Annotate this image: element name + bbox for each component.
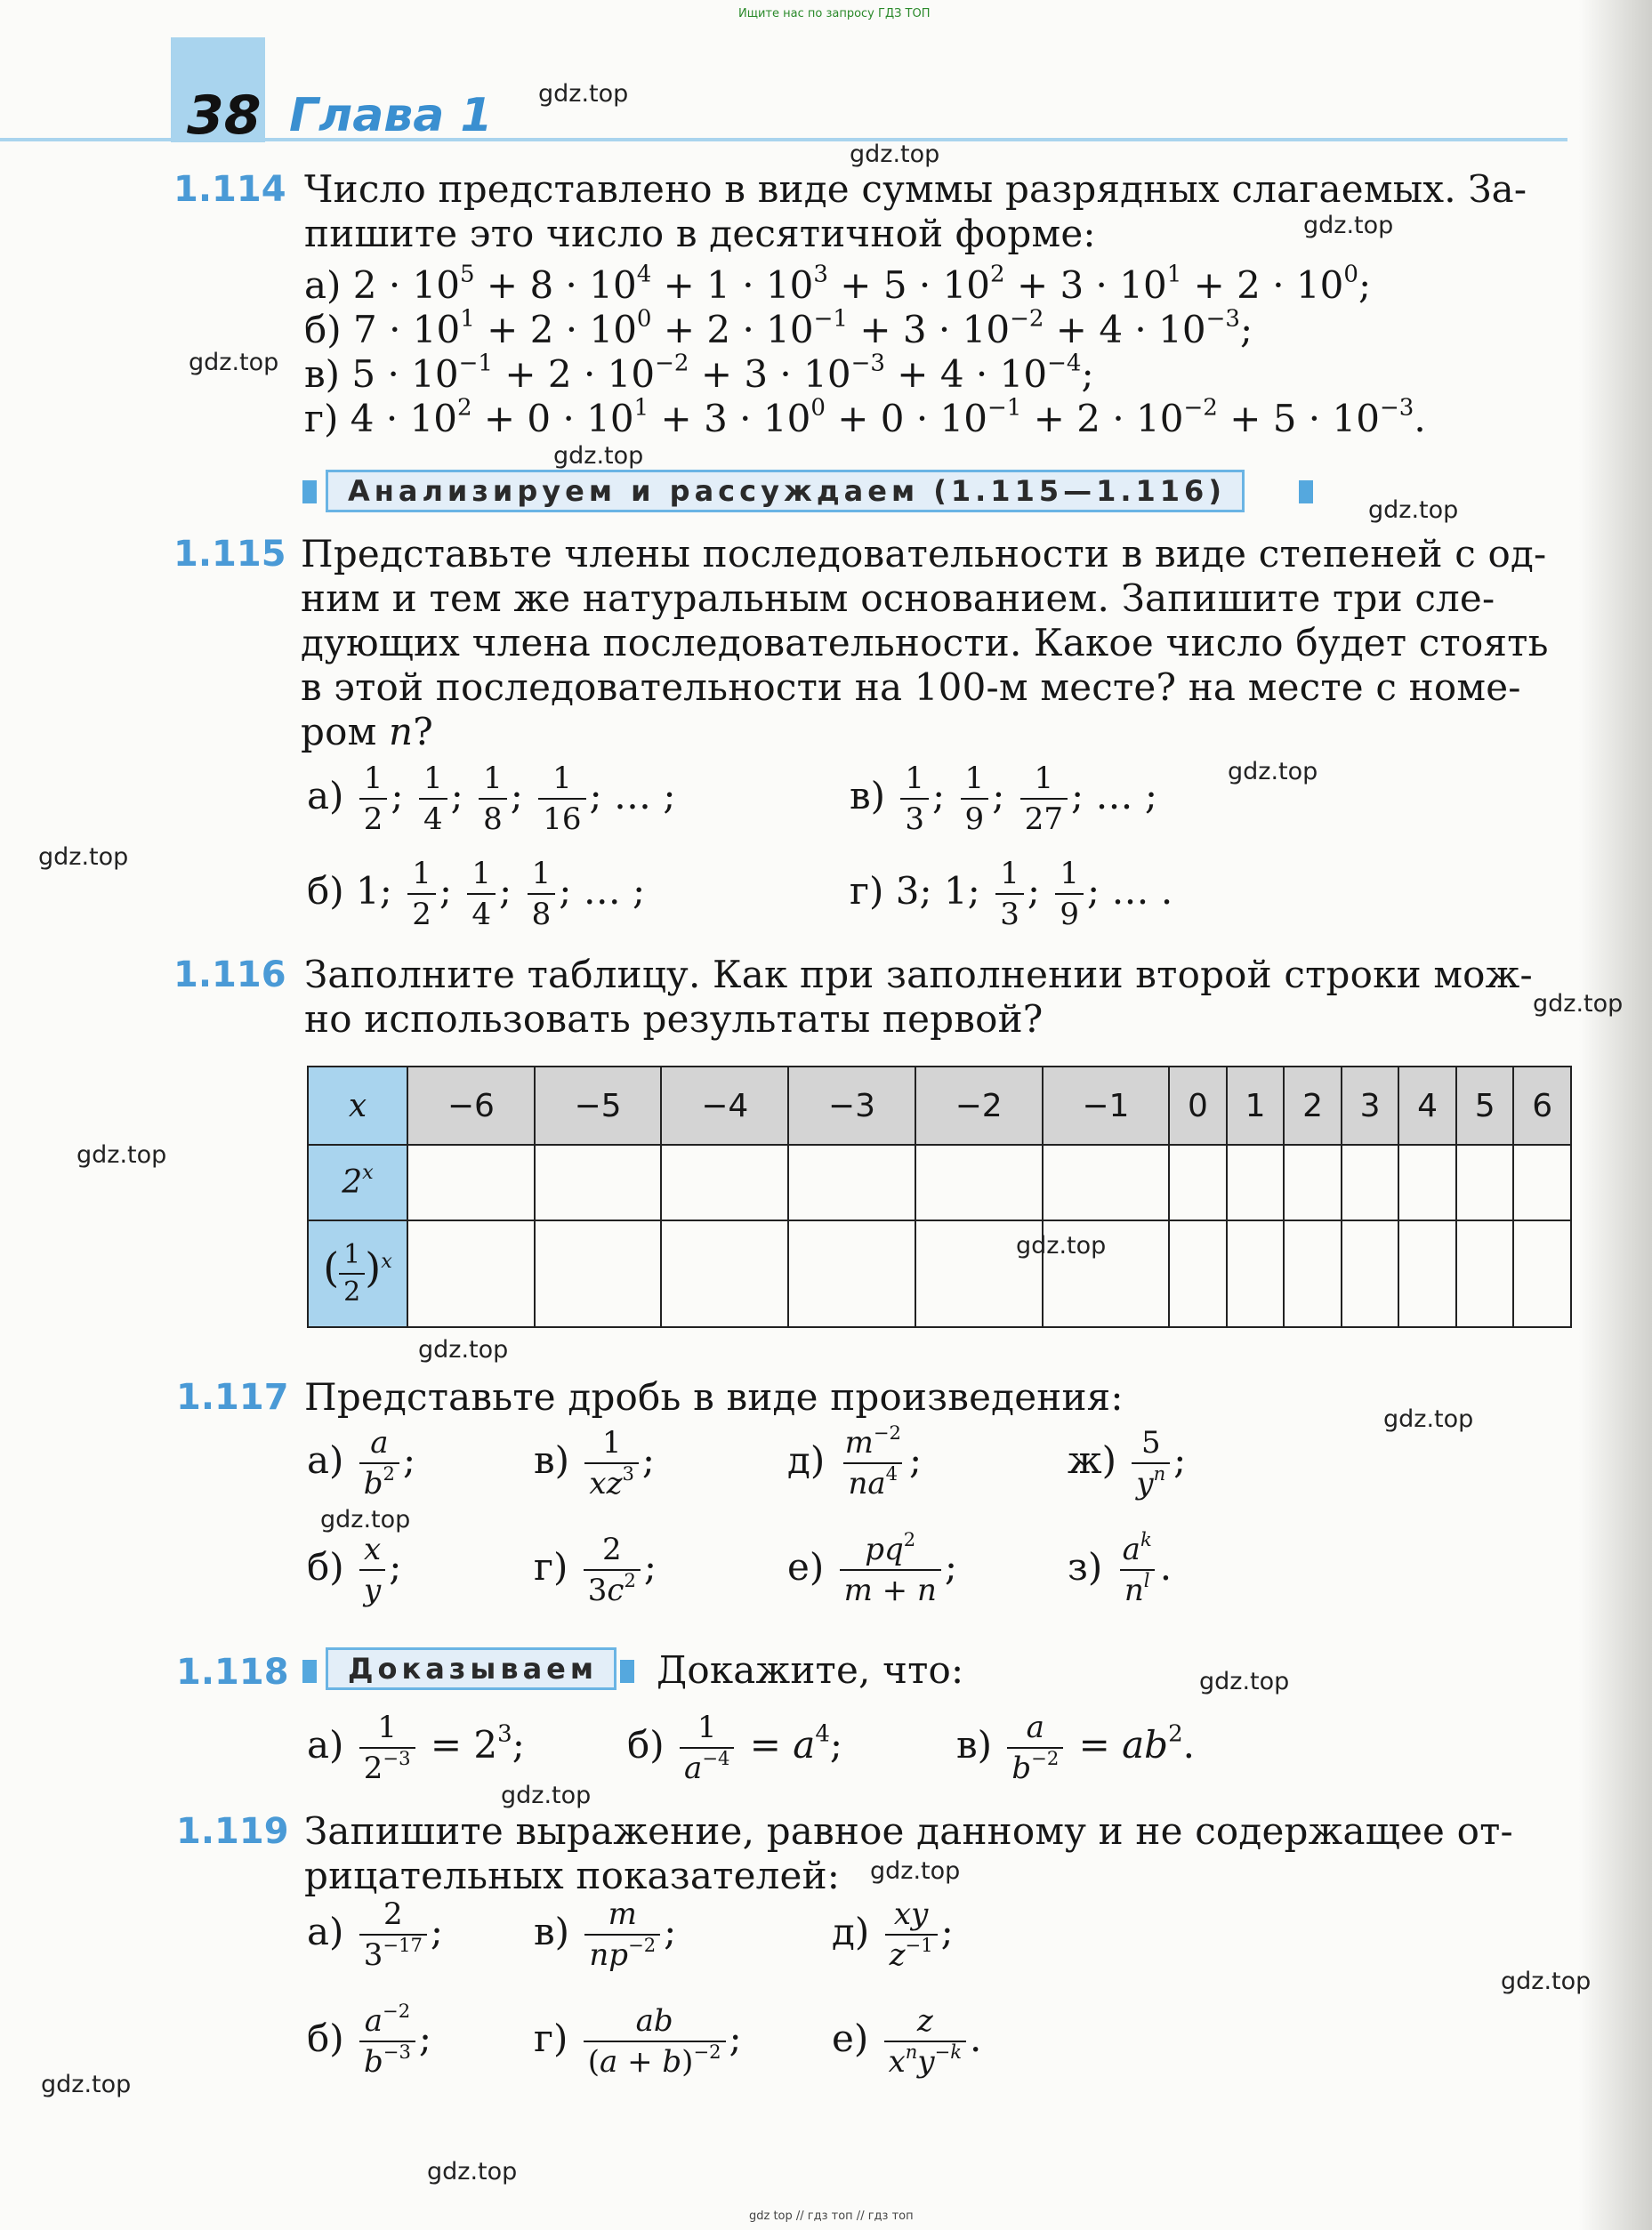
bottom-watermark: gdz top // гдз топ // гдз топ — [749, 2210, 914, 2223]
table-header-cell: 6 — [1513, 1067, 1571, 1145]
table-cell[interactable] — [915, 1145, 1043, 1220]
watermark-text: gdz.top — [1533, 990, 1624, 1018]
watermark-text: gdz.top — [41, 2071, 132, 2098]
problem-number-119: 1.119 — [176, 1811, 289, 1852]
table-header-cell: −4 — [661, 1067, 788, 1145]
watermark-text: gdz.top — [1368, 496, 1459, 524]
watermark-text: gdz.top — [77, 1141, 167, 1169]
page-number: 38 — [187, 85, 262, 147]
problem-119-item-e: е) $\frac{z}{x^ny^{-k}}$ . — [832, 2003, 982, 2080]
table-row-2x — [308, 1145, 1571, 1220]
problem-number-115: 1.115 — [173, 534, 286, 575]
table-cell[interactable] — [1456, 1145, 1514, 1220]
section-marker-left — [302, 480, 317, 503]
table-cell[interactable] — [1456, 1220, 1514, 1327]
problem-115-item-g: г) 3; 1; $\frac{1}{3}$ ; $\frac{1}{9}$ ; … . — [850, 856, 1173, 932]
problem-117-text: Представьте дробь в виде произведения: — [304, 1375, 1124, 1419]
problem-117-item-b: б) $\frac{x}{y}$ ; — [307, 1532, 402, 1608]
table-cell[interactable] — [1284, 1220, 1342, 1327]
table-cell[interactable] — [407, 1145, 535, 1220]
table-cell[interactable] — [1169, 1145, 1227, 1220]
table-row-half-x — [308, 1220, 1571, 1327]
table-cell[interactable] — [1284, 1145, 1342, 1220]
fill-in-table — [307, 1066, 1572, 1328]
problem-115-item-b: б) 1; $\frac{1}{2}$ ; $\frac{1}{4}$ ; $\frac{1}{8}$ ; … ; — [307, 856, 646, 932]
watermark-text: gdz.top — [553, 442, 644, 470]
table-header-cell: 0 — [1169, 1067, 1227, 1145]
problem-118-item-a: а) $\frac{1}{2^{-3}}$ = $2^3$; — [307, 1710, 525, 1786]
problem-114-item-g: г) $4 \cdot 10^2 + 0 \cdot 10^1 + 3 \cdot 10^0 + 0 \cdot 10^{-1} + 2 \cdot 10^{-2} + 5 \cdot 10^{-3}$. — [304, 394, 1426, 440]
section-analyze-label: Анализируем и рассуждаем (1.115—1.116) — [326, 470, 1245, 512]
row-label-x: x — [308, 1067, 407, 1145]
page-edge-shadow — [1579, 0, 1652, 2230]
watermark-text: gdz.top — [1383, 1405, 1474, 1433]
table-cell[interactable] — [1398, 1145, 1456, 1220]
watermark-text: gdz.top — [1199, 1668, 1290, 1695]
table-header-cell: 5 — [1456, 1067, 1514, 1145]
problem-117-item-z: з) $\frac{a^k}{n^l}$ . — [1068, 1527, 1173, 1608]
watermark-text: gdz.top — [38, 843, 129, 871]
table-cell[interactable] — [661, 1145, 788, 1220]
problem-114-item-v: в) $5 \cdot 10^{-1} + 2 \cdot 10^{-2} + 3 \cdot 10^{-3} + 4 \cdot 10^{-4}$; — [304, 350, 1094, 396]
table-cell[interactable] — [1342, 1145, 1399, 1220]
row-label-half-x: ( $\frac{1}{2}$ )$^x$ — [308, 1220, 407, 1327]
watermark-text: gdz.top — [1228, 758, 1318, 785]
problem-119-text-line1: Запишите выражение, равное данному и не содержащее от- — [304, 1809, 1513, 1853]
table-cell[interactable] — [1398, 1220, 1456, 1327]
watermark-text: gdz.top — [1501, 1968, 1592, 1995]
table-cell[interactable] — [788, 1145, 915, 1220]
problem-119-text-line2: рицательных показателей: — [304, 1854, 841, 1897]
table-cell[interactable] — [1513, 1145, 1571, 1220]
problem-119-item-d: д) $\frac{xy}{z^{-1}}$ ; — [832, 1896, 954, 1973]
chapter-title: Глава 1 — [289, 89, 493, 142]
watermark-text: gdz.top — [1303, 212, 1394, 239]
table-header-cell: 1 — [1227, 1067, 1285, 1145]
problem-119-item-a: а) $\frac{2}{3^{-17}}$ ; — [307, 1896, 444, 1973]
problem-114-text-line1: Число представлено в виде суммы разрядных слагаемых. За- — [304, 167, 1527, 211]
problem-115-text-line2: ним и тем же натуральным основанием. Запишите три сле- — [301, 576, 1495, 620]
table-cell[interactable] — [407, 1220, 535, 1327]
table-header-cell: 3 — [1342, 1067, 1399, 1145]
problem-number-114: 1.114 — [173, 169, 286, 210]
problem-115-text-line3: дующих члена последовательности. Какое число будет стоять — [301, 621, 1549, 664]
watermark-text: gdz.top — [427, 2158, 518, 2186]
problem-117-item-g: г) $\frac{2}{3c^2}$ ; — [534, 1532, 657, 1608]
problem-116-text-line2: но использовать результаты первой? — [304, 997, 1044, 1041]
table-cell[interactable] — [1227, 1145, 1285, 1220]
table-cell[interactable] — [1169, 1220, 1227, 1327]
table-cell[interactable] — [661, 1220, 788, 1327]
section-marker-right — [1299, 480, 1313, 503]
problem-118-item-b: б) $\frac{1}{a^{-4}}$ = $a^4$; — [627, 1710, 843, 1786]
problem-115-text-line5: ром n? — [301, 710, 433, 753]
watermark-text: gdz.top — [320, 1506, 411, 1534]
problem-number-117: 1.117 — [176, 1377, 289, 1418]
table-cell[interactable] — [788, 1220, 915, 1327]
problem-117-item-zh: ж) $\frac{5}{y^n}$ ; — [1068, 1425, 1187, 1501]
problem-119-item-g: г) $\frac{ab}{(a + b)^{-2}}$ ; — [534, 2003, 742, 2080]
problem-119-item-b: б) $\frac{a^{-2}}{b^{-3}}$ ; — [307, 1999, 432, 2080]
section-marker-right — [620, 1660, 634, 1683]
problem-116-text-line1: Заполните таблицу. Как при заполнении второй строки мож- — [304, 953, 1533, 996]
table-header-cell: −2 — [915, 1067, 1043, 1145]
top-watermark: Ищите нас по запросу ГДЗ ТОП — [738, 7, 931, 20]
table-cell[interactable] — [1227, 1220, 1285, 1327]
problem-115-item-a: а) $\frac{1}{2}$ ; $\frac{1}{4}$ ; $\frac{1}{8}$ ; $\frac{1}{16}$ ; … ; — [307, 761, 676, 837]
table-header-cell: 4 — [1398, 1067, 1456, 1145]
problem-118-item-v: в) $\frac{a}{b^{-2}}$ = $ab^2$. — [956, 1710, 1195, 1786]
row-label-2x: 2$^x$ — [308, 1145, 407, 1220]
table-header-cell: −6 — [407, 1067, 535, 1145]
table-header-cell: −5 — [535, 1067, 662, 1145]
section-prove-label: Доказываем — [326, 1647, 616, 1690]
table-cell[interactable] — [1043, 1145, 1170, 1220]
problem-117-item-d: д) $\frac{m^{-2}}{na^4}$ ; — [787, 1421, 923, 1501]
table-cell[interactable] — [1342, 1220, 1399, 1327]
watermark-text: gdz.top — [501, 1782, 592, 1809]
problem-118-text: Докажите, что: — [657, 1648, 964, 1692]
watermark-text: gdz.top — [870, 1857, 961, 1885]
problem-117-item-e: е) $\frac{pq^2}{m + n}$ ; — [787, 1527, 958, 1608]
problem-119-item-v: в) $\frac{m}{np^{-2}}$ ; — [534, 1896, 677, 1973]
problem-117-item-a: а) $\frac{a}{b^2}$ ; — [307, 1425, 416, 1501]
problem-114-text-line2: пишите это число в десятичной форме: — [304, 212, 1096, 255]
section-marker-left — [302, 1660, 317, 1683]
problem-number-116: 1.116 — [173, 954, 286, 995]
watermark-text: gdz.top — [1016, 1232, 1107, 1260]
table-cell[interactable] — [535, 1220, 662, 1327]
problem-115-item-v: в) $\frac{1}{3}$ ; $\frac{1}{9}$ ; $\frac{1}{27}$ ; … ; — [850, 761, 1157, 837]
table-cell[interactable] — [1513, 1220, 1571, 1327]
table-header-row — [308, 1067, 1571, 1145]
problem-number-118: 1.118 — [176, 1652, 289, 1693]
watermark-text: gdz.top — [189, 349, 279, 376]
problem-114-item-b: б) $7 \cdot 10^1 + 2 \cdot 10^0 + 2 \cdot 10^{-1} + 3 \cdot 10^{-2} + 4 \cdot 10^{-3}$; — [304, 305, 1253, 351]
problem-115-text-line1: Представьте члены последовательности в виде степеней с од- — [301, 532, 1547, 576]
watermark-text: gdz.top — [538, 80, 629, 108]
table-cell[interactable] — [535, 1145, 662, 1220]
problem-117-item-v: в) $\frac{1}{xz^3}$ ; — [534, 1425, 656, 1501]
table-header-cell: −1 — [1043, 1067, 1170, 1145]
problem-115-text-line4: в этой последовательности на 100-м месте? на месте с номе- — [301, 665, 1521, 709]
watermark-text: gdz.top — [850, 141, 940, 168]
problem-114-item-a: а) $2 \cdot 10^5 + 8 \cdot 10^4 + 1 \cdot 10^3 + 5 \cdot 10^2 + 3 \cdot 10^1 + 2 \cdot 10^0$; — [304, 261, 1372, 307]
table-header-cell: −3 — [788, 1067, 915, 1145]
table-header-cell: 2 — [1284, 1067, 1342, 1145]
watermark-text: gdz.top — [418, 1336, 509, 1364]
